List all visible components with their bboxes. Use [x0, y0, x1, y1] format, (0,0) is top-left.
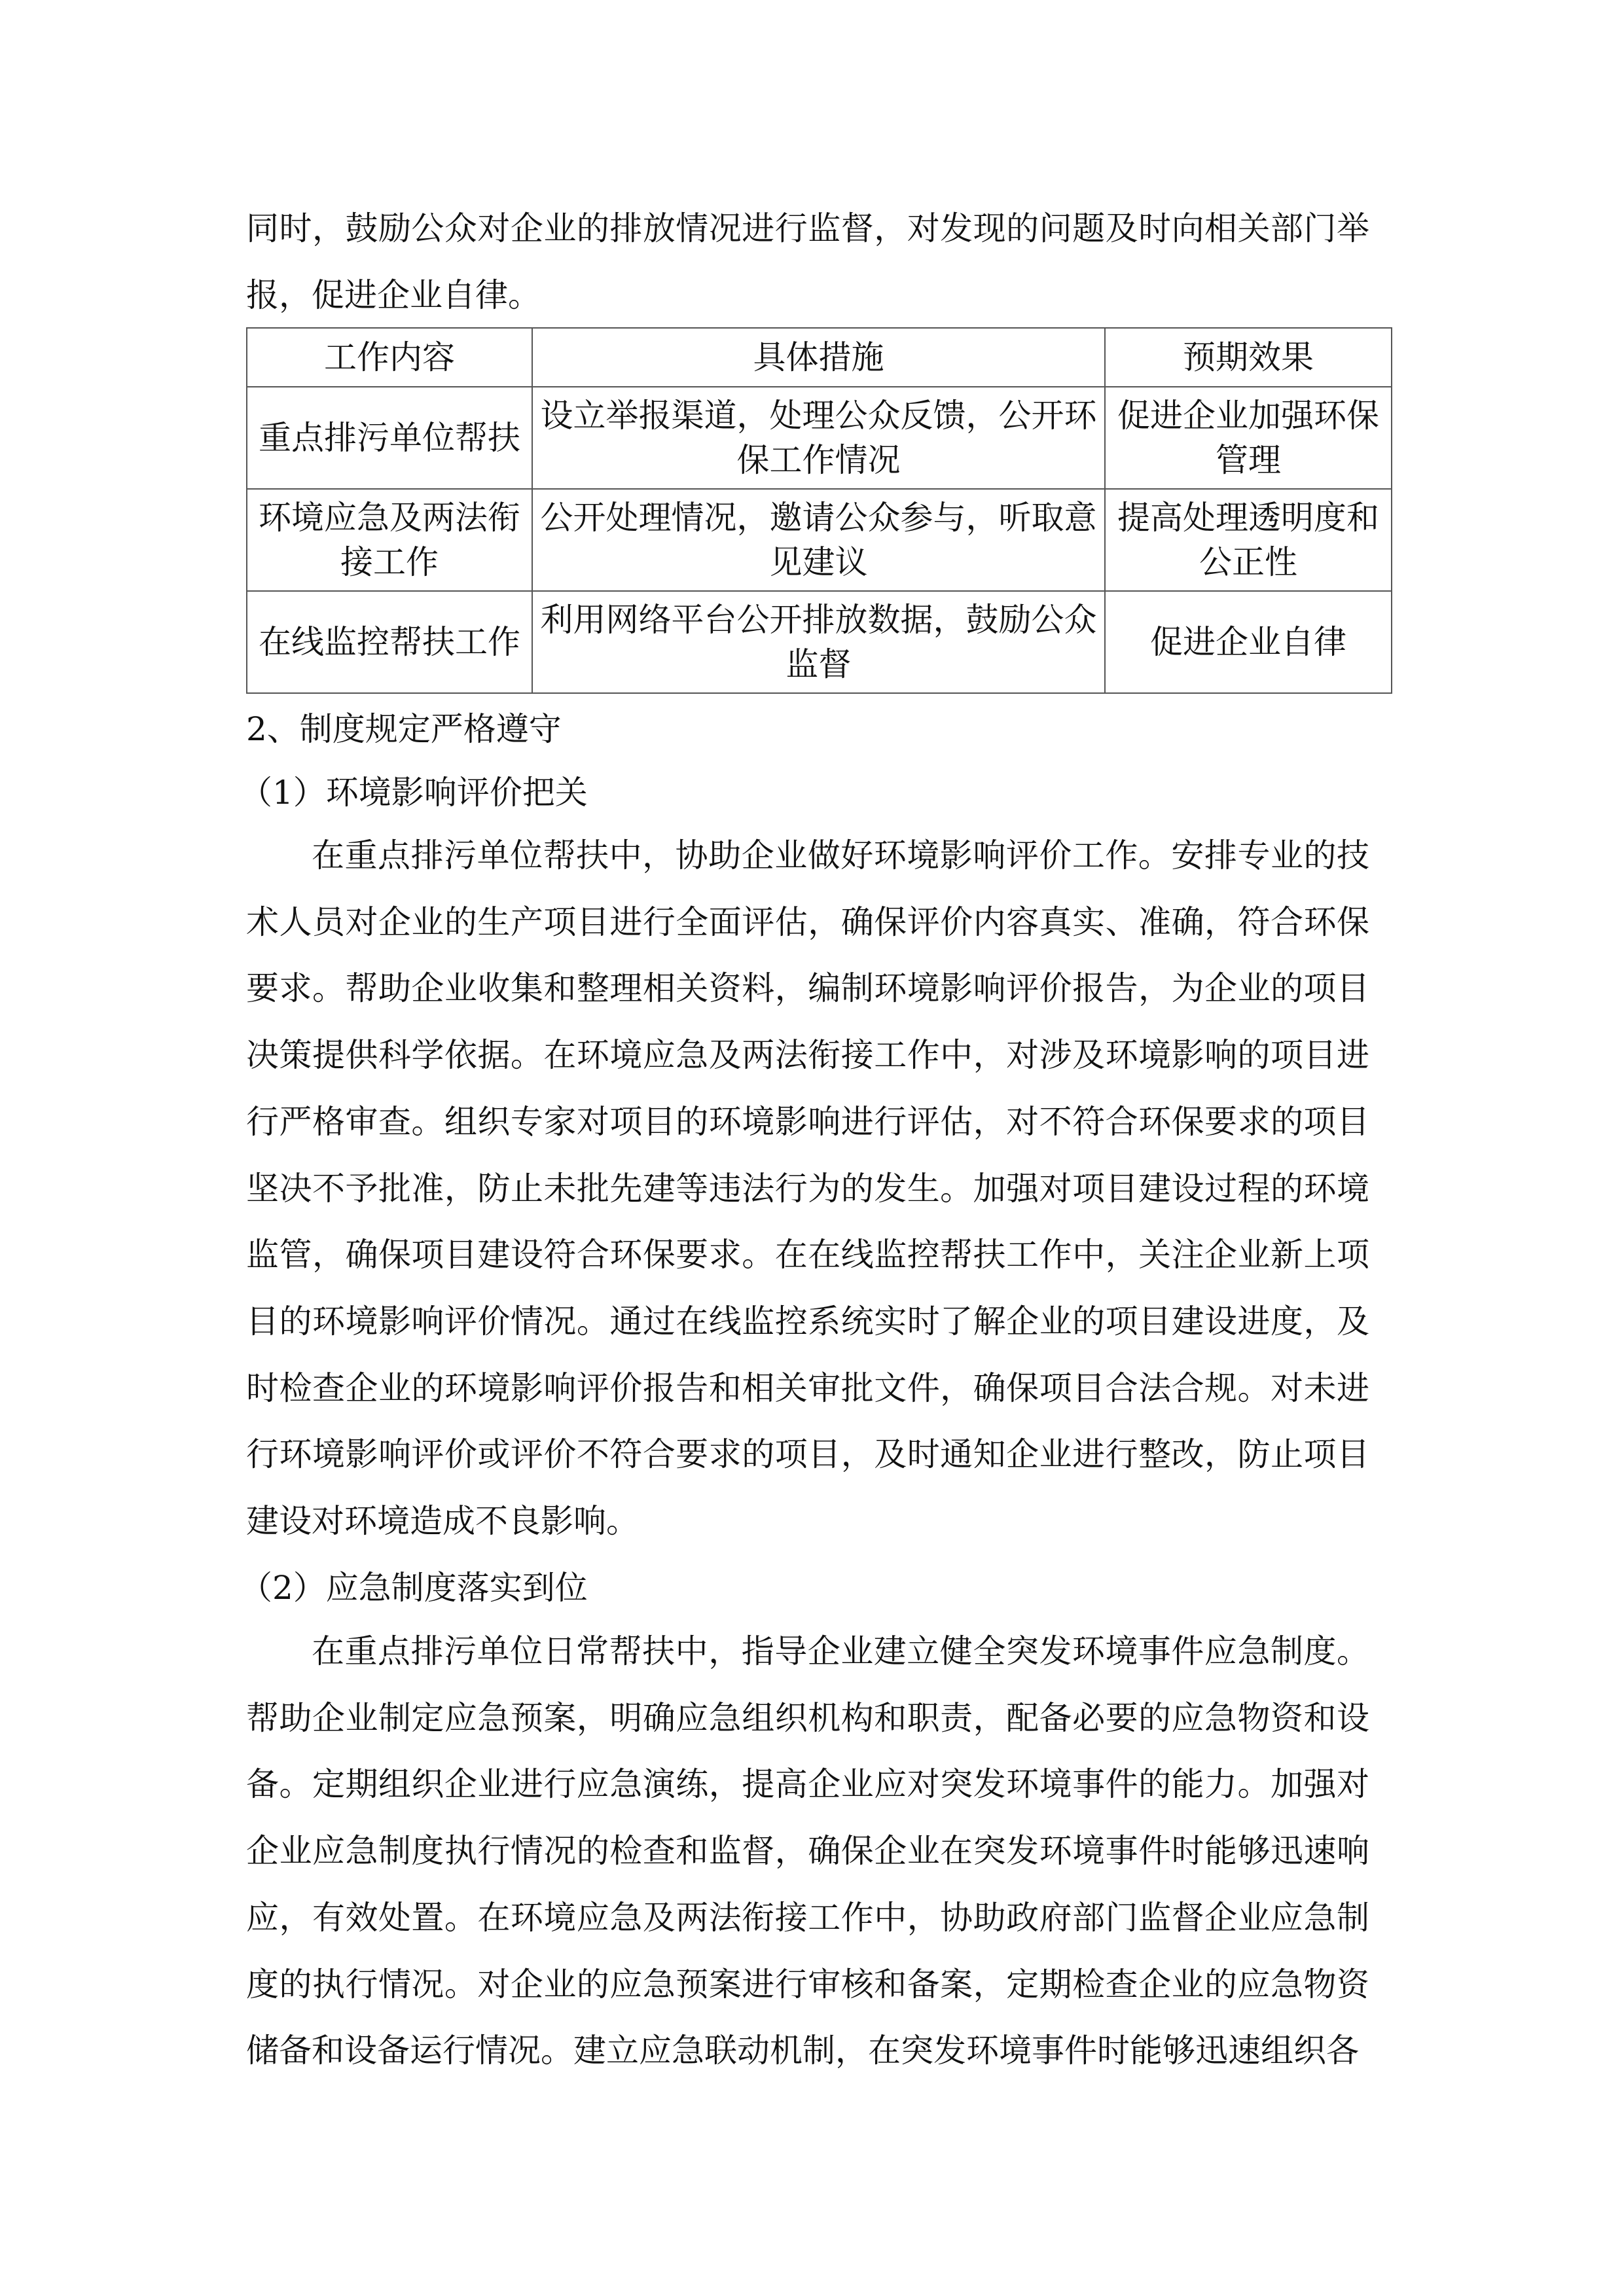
header-cell: 预期效果 [1105, 328, 1392, 387]
table-cell: 在线监控帮扶工作 [247, 591, 532, 693]
header-cell: 工作内容 [247, 328, 532, 387]
table-cell: 公开处理情况，邀请公众参与，听取意见建议 [532, 489, 1105, 591]
table-row [247, 591, 1392, 693]
table-cell: 促进企业加强环保管理 [1105, 387, 1392, 489]
measures-table [246, 327, 1392, 694]
table-cell: 利用网络平台公开排放数据，鼓励公众监督 [532, 591, 1105, 693]
subsection-body-2: 在重点排污单位日常帮扶中，指导企业建立健全突发环境事件应急制度。帮助企业制定应急预案，明确应急组织机构和职责，配备必要的应急物资和设备。定期组织企业进行应急演练，提高企业应对突发环境事件的能力。加强对企业应急制度执行情况的检查和监督，确保企业在突发环境事件时能够迅速响应，有效处置。在环境应急及两法衔接工作中，协助政府部门监督企业应急制度的执行情况。对企业的应急预案进行审核和备案，定期检查企业的应急物资储备和设备运行情况。建立应急联动机制，在突发环境事件时能够迅速组织各 [246, 1632, 1369, 2070]
subsection-heading-2: （2）应急制度落实到位 [240, 1569, 588, 1607]
table-header-row [247, 328, 1392, 387]
subsection-body-1: 在重点排污单位帮扶中，协助企业做好环境影响评价工作。安排专业的技术人员对企业的生产项目进行全面评估，确保评价内容真实、准确，符合环保要求。帮助企业收集和整理相关资料，编制环境影响评价报告，为企业的项目决策提供科学依据。在环境应急及两法衔接工作中，对涉及环境影响的项目进行严格审查。组织专家对项目的环境影响进行评估，对不符合环保要求的项目坚决不予批准，防止未批先建等违法行为的发生。加强对项目建设过程的环境监管，确保项目建设符合环保要求。在在线监控帮扶工作中，关注企业新上项目的环境影响评价情况。通过在线监控系统实时了解企业的项目建设进度，及时检查企业的环境影响评价报告和相关审批文件，确保项目合法合规。对未进行环境影响评价或评价不符合要求的项目，及时通知企业进行整改，防止项目建设对环境造成不良影响。 [246, 836, 1369, 1541]
subsection-heading-1: （1）环境影响评价把关 [240, 774, 588, 812]
table-cell: 环境应急及两法衔接工作 [247, 489, 532, 591]
section-heading: 2、制度规定严格遵守 [246, 710, 562, 748]
header-cell: 具体措施 [532, 328, 1105, 387]
table-cell: 重点排污单位帮扶 [247, 387, 532, 489]
table-cell: 设立举报渠道，处理公众反馈，公开环保工作情况 [532, 387, 1105, 489]
table-row [247, 489, 1392, 591]
table-row [247, 387, 1392, 489]
table-cell: 促进企业自律 [1105, 591, 1392, 693]
intro-paragraph: 同时，鼓励公众对企业的排放情况进行监督，对发现的问题及时向相关部门举报，促进企业自律。 [246, 209, 1369, 314]
table-cell: 提高处理透明度和公正性 [1105, 489, 1392, 591]
